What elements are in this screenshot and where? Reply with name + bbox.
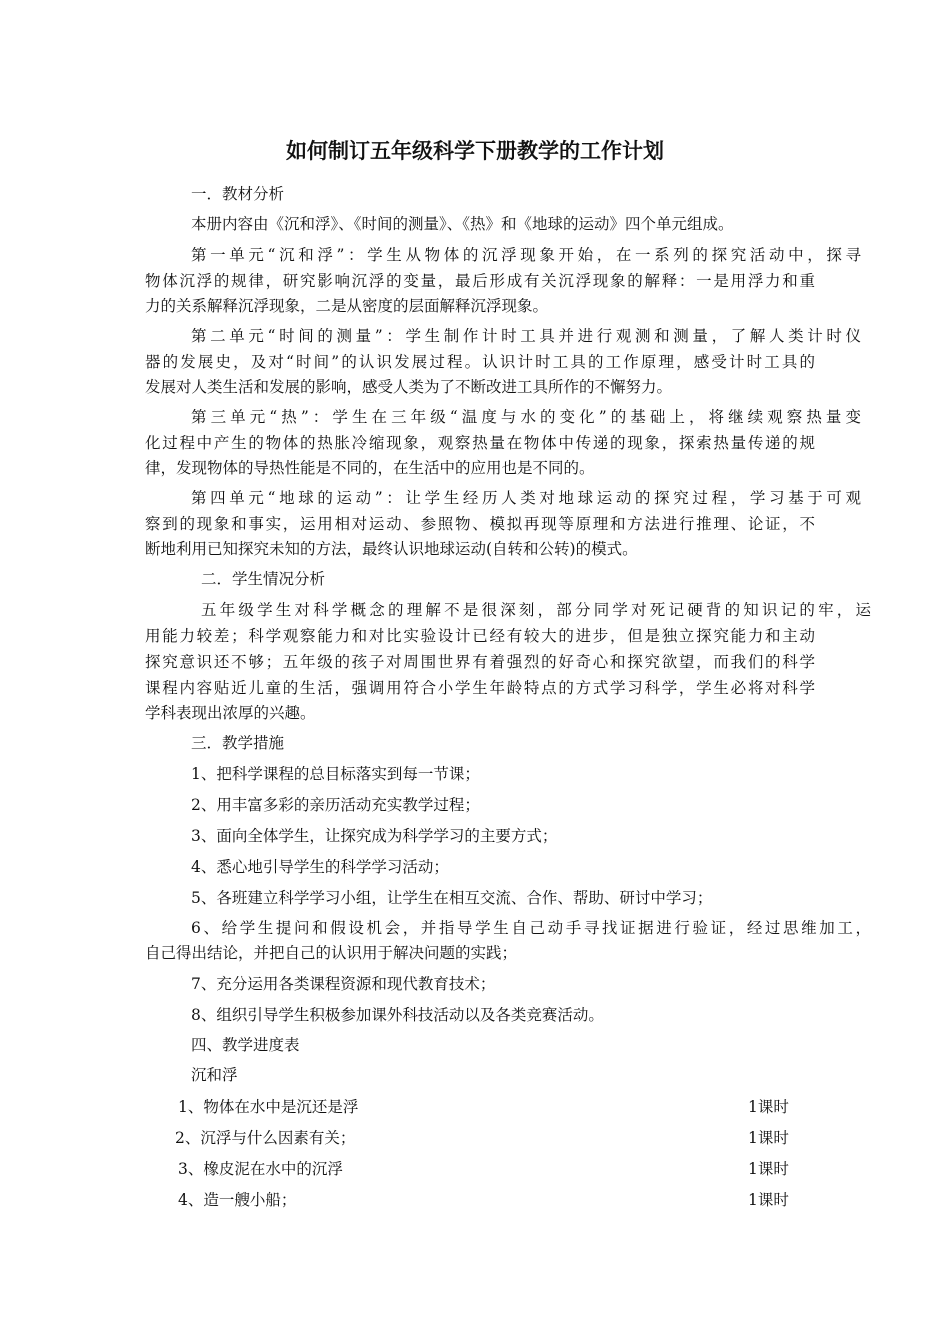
- measure-item-8: 8、组织引导学生积极参加课外科技活动以及各类竞赛活动。: [191, 1006, 604, 1024]
- unit2-line-3: 发展对人类生活和发展的影响，感受人类为了不断改进工具所作的不懈努力。: [145, 378, 673, 396]
- students-line-5: 学科表现出浓厚的兴趣。: [145, 704, 316, 722]
- schedule-lesson-hours: 1课时: [748, 1098, 789, 1116]
- schedule-lesson-name: 1、物体在水中是沉还是浮: [178, 1098, 359, 1116]
- unit1-line-3: 力的关系解释沉浮现象，二是从密度的层面解释沉浮现象。: [145, 297, 549, 315]
- measure-item-7: 7、充分运用各类课程资源和现代教育技术；: [191, 975, 496, 993]
- section-heading-measures: 三．教学措施: [191, 734, 285, 752]
- schedule-lesson-name: 2、沉浮与什么因素有关；: [175, 1129, 356, 1147]
- measure-item-6-cont: 自己得出结论，并把自己的认识用于解决问题的实践；: [145, 944, 518, 962]
- unit3-line-2: 化过程中产生的物体的热胀冷缩现象，观察热量在物体中传递的现象，探索热量传递的规: [145, 434, 815, 452]
- measure-item-6: 6、给学生提问和假设机会，并指导学生自己动手寻找证据进行验证，经过思维加工，: [191, 919, 871, 937]
- unit2-line-1: 第二单元“时间的测量”：学生制作计时工具并进行观测和测量，了解人类计时仪: [191, 327, 861, 345]
- unit4-line-3: 断地利用已知探究未知的方法，最终认识地球运动(自转和公转)的模式。: [145, 540, 638, 558]
- students-line-3: 探究意识还不够；五年级的孩子对周围世界有着强烈的好奇心和探究欲望，而我们的科学: [145, 653, 815, 671]
- measure-item-5: 5、各班建立科学学习小组，让学生在相互交流、合作、帮助、研讨中学习；: [191, 889, 713, 907]
- unit1-line-1: 第一单元“沉和浮”：学生从物体的沉浮现象开始，在一系列的探究活动中，探寻: [191, 246, 861, 264]
- measure-item-2: 2、用丰富多彩的亲历活动充实教学过程；: [191, 796, 480, 814]
- students-line-4: 课程内容贴近儿童的生活，强调用符合小学生年龄特点的方式学习科学，学生必将对科学: [145, 679, 815, 697]
- schedule-lesson-hours: 1课时: [748, 1191, 789, 1209]
- section-heading-students: 二．学生情况分析: [201, 570, 326, 588]
- document-title: 如何制订五年级科学下册教学的工作计划: [286, 139, 664, 163]
- section-heading-schedule: 四、教学进度表: [191, 1036, 300, 1054]
- unit1-line-2: 物体沉浮的规律，研究影响沉浮的变量，最后形成有关沉浮现象的解释：一是用浮力和重: [145, 272, 815, 290]
- schedule-lesson-hours: 1课时: [748, 1160, 789, 1178]
- measure-item-3: 3、面向全体学生，让探究成为科学学习的主要方式；: [191, 827, 558, 845]
- section-heading-materials: 一．教材分析: [191, 185, 285, 203]
- students-line-2: 用能力较差；科学观察能力和对比实验设计已经有较大的进步，但是独立探究能力和主动: [145, 627, 815, 645]
- materials-intro: 本册内容由《沉和浮》、《时间的测量》、《热》和《地球的运动》四个单元组成。: [191, 215, 734, 233]
- unit4-line-2: 察到的现象和事实，运用相对运动、参照物、模拟再现等原理和方法进行推理、论证，不: [145, 515, 815, 533]
- schedule-lesson-name: 4、造一艘小船；: [178, 1191, 297, 1209]
- unit2-line-2: 器的发展史，及对“时间”的认识发展过程。认识计时工具的工作原理，感受计时工具的: [145, 353, 815, 371]
- measure-item-4: 4、悉心地引导学生的科学学习活动；: [191, 858, 449, 876]
- measure-item-1: 1、把科学课程的总目标落实到每一节课；: [191, 765, 480, 783]
- schedule-lesson-name: 3、橡皮泥在水中的沉浮: [178, 1160, 343, 1178]
- unit3-line-3: 律，发现物体的导热性能是不同的，在生活中的应用也是不同的。: [145, 459, 595, 477]
- schedule-lesson-hours: 1课时: [748, 1129, 789, 1147]
- students-line-1: 五年级学生对科学概念的理解不是很深刻，部分同学对死记硬背的知识记的牢，运: [201, 601, 871, 619]
- unit3-line-1: 第三单元“热”：学生在三年级“温度与水的变化”的基础上，将继续观察热量变: [191, 408, 861, 426]
- schedule-unit-label: 沉和浮: [191, 1066, 238, 1084]
- unit4-line-1: 第四单元“地球的运动”：让学生经历人类对地球运动的探究过程，学习基于可观: [191, 489, 861, 507]
